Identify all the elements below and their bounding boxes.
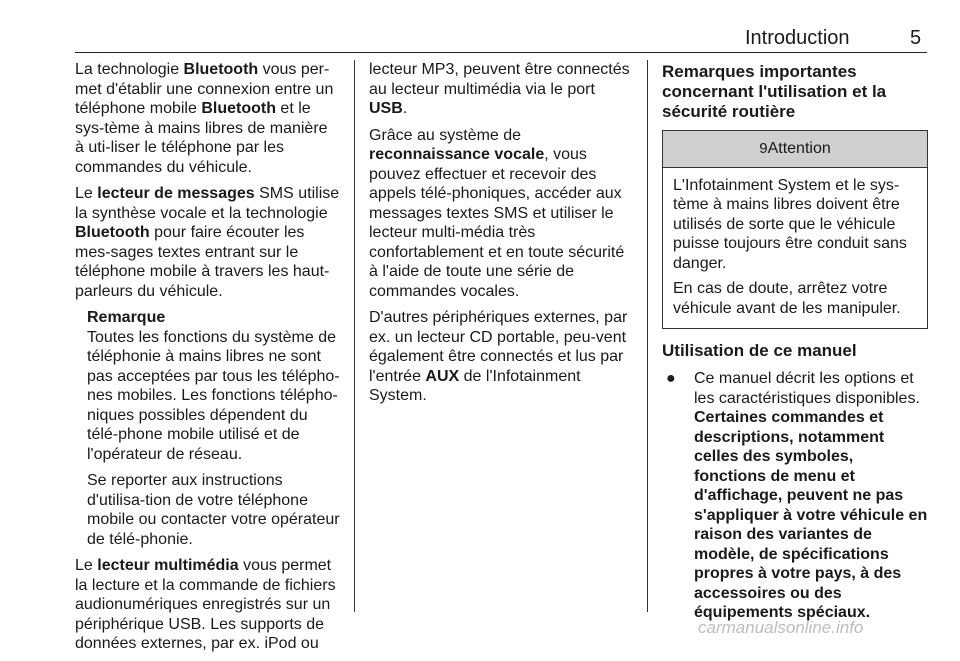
term-aux: AUX bbox=[425, 367, 460, 385]
term-usb: USB bbox=[369, 100, 403, 117]
column-2 bbox=[369, 60, 634, 413]
term-bluetooth: Bluetooth bbox=[201, 100, 276, 117]
attention-body bbox=[663, 168, 927, 329]
watermark: carmanualsonline.info bbox=[698, 618, 864, 637]
page-header-title: Introduction bbox=[745, 27, 850, 49]
bullet-bold-text: Certaines commandes et descriptions, notamment celles des symboles, fonctions de menu et d'affichage, peuvent ne pas s'appliquer à votre véhicule en raison des variantes de modèle, de spécifications propres à votre pays, à des accessoires ou des équipements spéciaux. bbox=[694, 409, 928, 621]
note-block bbox=[87, 308, 340, 549]
bullet-dot-icon: ● bbox=[666, 370, 676, 387]
header-rule bbox=[75, 52, 927, 53]
note-title: Remarque bbox=[87, 309, 166, 326]
attention-label: Attention bbox=[767, 140, 831, 157]
paragraph-aux: D'autres périphériques externes, par ex. un lecteur CD portable, peu-vent également être connectés et lus par l'entrée AUX de l'Infotainment System. bbox=[369, 309, 628, 404]
attention-paragraph: En cas de doute, arrêtez votre véhicule avant de les manipuler. bbox=[673, 280, 901, 317]
page-number: 5 bbox=[910, 27, 922, 49]
column-separator-2 bbox=[647, 60, 648, 612]
column-separator-1 bbox=[354, 60, 355, 612]
paragraph-usb: lecteur MP3, peuvent être connectés au lecteur multimédia via le port USB. bbox=[369, 61, 630, 117]
attention-header bbox=[663, 131, 927, 168]
section-heading-safety: Remarques importantes concernant l'utilisation et la sécurité routière bbox=[662, 62, 887, 121]
note-paragraph: Se reporter aux instructions d'utilisa-tion de votre téléphone mobile ou contacter votre opérateur de télé-phonie. bbox=[87, 472, 340, 548]
attention-box bbox=[662, 130, 928, 329]
term-voice-recognition: reconnaissance vocale bbox=[369, 146, 545, 163]
section-heading-manual-use: Utilisation de ce manuel bbox=[662, 341, 857, 360]
paragraph-voice-recognition: Grâce au système de reconnaissance vocale, vous pouvez effectuer et recevoir des appels télé-phoniques, accéder aux messages textes SMS et utiliser le lecteur multi-média très confortablement et en toute sécurité à l'aide de toute une série de commandes vocales. bbox=[369, 126, 625, 300]
term-message-reader: lecteur de messages bbox=[97, 185, 255, 202]
paragraph-message-reader: Le lecteur de messages SMS utilise la synthèse vocale et la technologie Bluetooth pour faire écouter les mes-sages textes entrant sur le téléphone mobile à travers les haut-parleurs du véhicule. bbox=[75, 185, 340, 300]
term-media-player: lecteur multimédia bbox=[97, 557, 239, 574]
paragraph-media-player: Le lecteur multimédia vous permet la lecture et la commande de fichiers audionumériques enregistrés sur un périphérique USB. Les supports de données externes, par ex. iPod ou bbox=[75, 557, 336, 652]
bullet-text: Ce manuel décrit les options et les caractéristiques disponibles. Certaines commandes et descriptions, notamment celles des symboles, fonctions de menu et d'affichage, peuvent ne pas s'appliquer à votre véhicule en raison des variantes de modèle, de spécifications propres à votre pays, à des accessoires ou des équipements spéciaux. bbox=[694, 370, 928, 621]
bullet-item bbox=[662, 369, 928, 623]
column-1 bbox=[75, 60, 340, 661]
term-bluetooth: Bluetooth bbox=[183, 61, 259, 78]
term-bluetooth: Bluetooth bbox=[75, 224, 150, 241]
warning-icon: 9 bbox=[759, 140, 768, 157]
attention-paragraph: L'Infotainment System et le sys-tème à mains libres doivent être utilisés de sorte que le véhicule puisse toujours être conduit sans danger. bbox=[673, 176, 907, 272]
column-3 bbox=[662, 62, 928, 623]
note-paragraph: Toutes les fonctions du système de téléphonie à mains libres ne sont pas acceptées par tous les télépho-nes mobiles. Les fonctions télépho-niques possibles dépendent du télé-phone mobile utilisé et de l'opérateur de réseau. bbox=[87, 328, 340, 463]
paragraph-bluetooth: La technologie Bluetooth vous per-met d'établir une connexion entre un téléphone mobile Bluetooth et le sys-tème à mains libres de manière à uti-liser le téléphone par les commandes du véhicule. bbox=[75, 61, 334, 176]
